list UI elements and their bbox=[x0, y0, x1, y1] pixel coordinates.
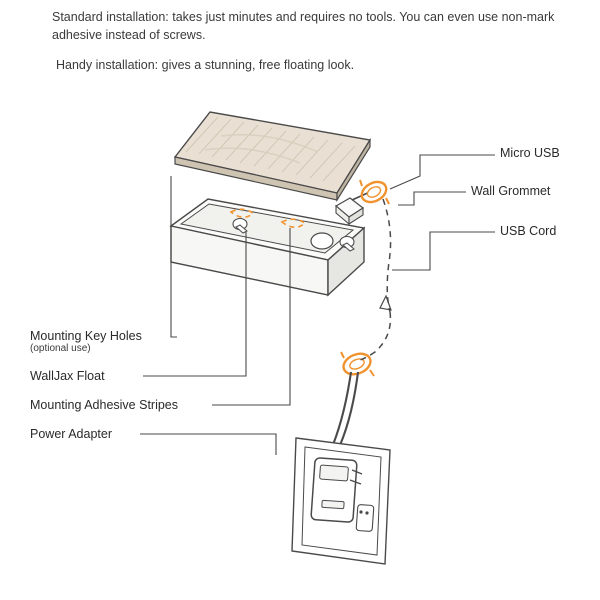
label-mounting-key-holes bbox=[30, 329, 142, 355]
intro-paragraph-handy: Handy installation: gives a stunning, free floating look. bbox=[56, 58, 355, 73]
floating-shelf-body-icon bbox=[171, 199, 364, 295]
label-walljax-float bbox=[30, 369, 105, 383]
intro-paragraph-standard: Standard installation: takes just minutes and requires no tools. You can even use non-mark adhesive instead of screws. bbox=[52, 10, 555, 43]
label-micro-usb bbox=[500, 146, 560, 160]
label-usb-cord-text: USB Cord bbox=[500, 224, 557, 238]
leader-lines-right bbox=[390, 155, 495, 270]
label-micro-usb-text: Micro USB bbox=[500, 146, 560, 160]
label-mounting-adhesive-stripes bbox=[30, 398, 178, 412]
label-wall-grommet-text: Wall Grommet bbox=[471, 184, 551, 198]
label-mounting-adhesive-stripes-text: Mounting Adhesive Stripes bbox=[30, 398, 179, 412]
label-mounting-key-holes-text: Mounting Key Holes bbox=[30, 329, 142, 343]
wall-grommet-ring-icon-upper bbox=[358, 178, 389, 206]
label-wall-grommet bbox=[471, 184, 550, 198]
label-power-adapter-text: Power Adapter bbox=[30, 427, 112, 441]
micro-usb-connector-icon bbox=[336, 191, 372, 224]
label-power-adapter bbox=[30, 427, 112, 441]
wood-shelf-panel-icon bbox=[175, 112, 370, 200]
label-usb-cord bbox=[500, 224, 556, 238]
label-mounting-key-holes-note: (optional use) bbox=[30, 343, 91, 355]
label-walljax-float-text: WallJax Float bbox=[30, 369, 105, 383]
